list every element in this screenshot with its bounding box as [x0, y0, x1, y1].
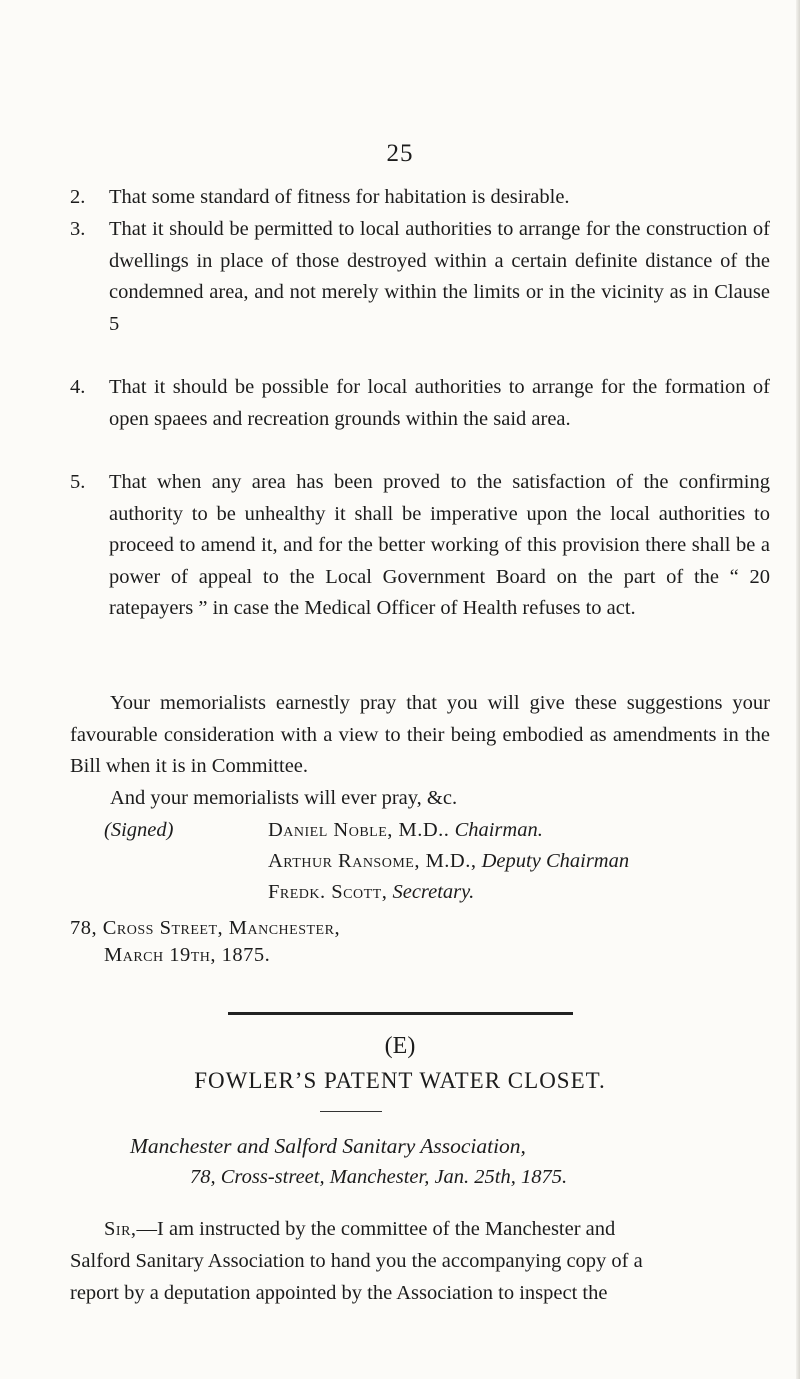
memorial-paragraph: Your memorialists earnestly pray that you will give these suggestions your favourable consideration with a view to their being embodied as amendments in the Bill when it is in Committee. — [70, 692, 770, 777]
signatory-title: Secretary. — [392, 881, 475, 903]
signature-3 — [268, 881, 474, 904]
list-item-number: 3. — [70, 218, 86, 240]
page-number: 25 — [386, 140, 414, 167]
list-item-text: That it should be permitted to local authorities to arrange for the construction of dwellings in place of those destroyed within a certain definite distance of the condemned area, and not merely within the limits or in the vicinity as in Clause 5 — [109, 218, 770, 335]
list-item-text: That when any area has been proved to the satisfaction of the confirming authority to be unhealthy it shall be imperative upon the local authorities to proceed to amend it, and for the better working of this provision there shall be a power of appeal to the Local Government Board on the part of the “ 20 ratepayers ” in case the Medical Officer of Health refuses to act. — [109, 471, 770, 619]
closing-paragraph: And your memorialists will ever pray, &c. — [110, 787, 458, 809]
section-divider — [228, 1012, 573, 1015]
list-item-number: 4. — [70, 376, 86, 398]
list-item-4 — [70, 372, 770, 435]
list-item-3 — [70, 214, 770, 340]
list-item-number: 2. — [70, 186, 86, 208]
signatory-name: Arthur Ransome, M.D., — [268, 850, 477, 872]
letter-salutation: Sir, — [104, 1218, 137, 1240]
letter-body-line-2: Salford Sanitary Association to hand you the accompanying copy of a — [70, 1250, 643, 1272]
signature-2 — [268, 850, 629, 873]
list-item-2 — [70, 182, 770, 214]
address-line-2: March 19th, 1875. — [104, 944, 271, 966]
signed-label: (Signed) — [104, 819, 174, 841]
section-title: FOWLER’S PATENT WATER CLOSET. — [194, 1068, 606, 1093]
signatory-name: Daniel Noble, M.D.. — [268, 819, 450, 841]
letter-body-line-1 — [104, 1218, 615, 1241]
address-line-1: 78, Cross Street, Manchester, — [70, 917, 341, 939]
title-underline — [320, 1111, 382, 1112]
page-edge-shadow — [796, 0, 800, 1379]
signatory-title: Chairman. — [454, 819, 543, 841]
letter-body-text: —I am instructed by the committee of the Manchester and — [136, 1218, 616, 1240]
signatory-name: Fredk. Scott, — [268, 881, 388, 903]
signature-1 — [268, 819, 543, 842]
list-item-5 — [70, 467, 770, 625]
signatory-title: Deputy Chairman — [481, 850, 630, 872]
section-label: (E) — [384, 1033, 416, 1059]
letter-organization: Manchester and Salford Sanitary Association, — [130, 1134, 526, 1158]
letter-date-line: 78, Cross-street, Manchester, Jan. 25th, 1875. — [190, 1166, 568, 1188]
list-item-text: That it should be possible for local authorities to arrange for the formation of open spaees and recreation grounds within the said area. — [109, 376, 770, 430]
letter-body-line-3: report by a deputation appointed by the Association to inspect the — [70, 1282, 608, 1304]
list-item-text: That some standard of fitness for habitation is desirable. — [109, 186, 570, 208]
list-item-number: 5. — [70, 471, 86, 493]
